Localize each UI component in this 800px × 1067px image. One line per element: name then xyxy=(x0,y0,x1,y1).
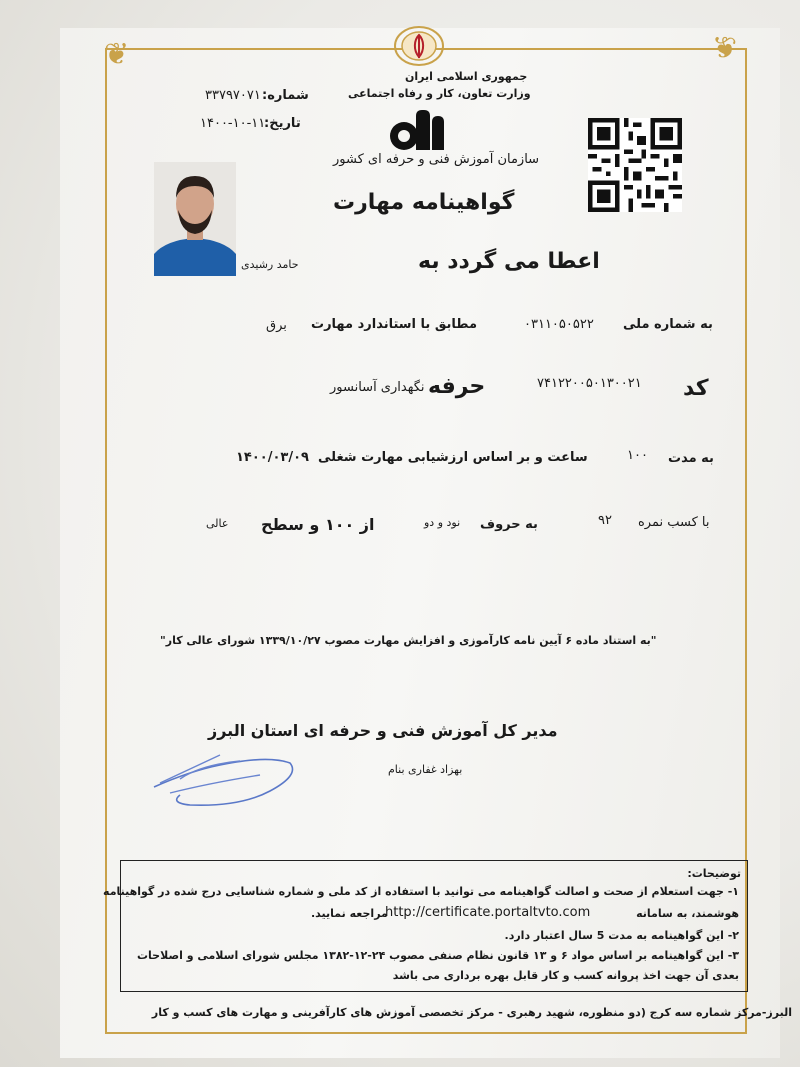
header-country: جمهوری اسلامی ایران xyxy=(405,70,528,83)
notes-line-5: بعدی آن جهت اخذ پروانه کسب و کار قابل بهره برداری می باشد xyxy=(392,969,739,982)
notes-box xyxy=(103,860,748,992)
trade-value: نگهداری آسانسور xyxy=(330,380,425,395)
number-value: ۳۳۷۹۷۰۷۱ xyxy=(205,88,261,103)
footer-text: البرز-مرکز شماره سه کرج (دو منظوره، شهید رهبری - مرکز تخصصی آموزش های کارآفرینی و مهارت های کسب و کار xyxy=(151,1006,792,1019)
director-title: مدیر کل آموزش فنی و حرفه ای استان البرز xyxy=(208,721,558,740)
duration-date: ۱۴۰۰/۰۳/۰۹ xyxy=(236,450,309,465)
score-label: با کسب نمره xyxy=(638,515,710,530)
corner-ornament-top-left: ❦ xyxy=(104,37,130,72)
corner-ornament-top-right: ❦ xyxy=(712,31,738,66)
legal-basis: "به استناد ماده ۶ آیین نامه کارآموزی و افزایش مهارت مصوب ۱۳۳۹/۱۰/۲۷ شورای عالی کار" xyxy=(160,634,657,647)
notes-line-3: ۲- این گواهینامه به مدت 5 سال اعتبار دارد. xyxy=(504,929,739,942)
number-label: شماره: xyxy=(262,88,309,103)
notes-line-2a: هوشمند، به سامانه xyxy=(636,907,739,920)
director-name: بهزاد غفاری بنام xyxy=(388,763,463,776)
duration-value: ۱۰۰ xyxy=(627,448,648,463)
qr-code-icon xyxy=(588,118,682,212)
score-words-value: نود و دو xyxy=(424,516,461,529)
header-ministry: وزارت تعاون، کار و رفاه اجتماعی xyxy=(348,87,531,100)
notes-url: http://certificate.portaltvto.com xyxy=(385,905,591,920)
notes-heading: توضیحات: xyxy=(687,867,741,880)
certificate-title: گواهینامه مهارت xyxy=(333,190,515,215)
notes-line-2b: مراجعه نمایید. xyxy=(311,907,388,920)
signature-mark xyxy=(150,735,300,815)
duration-label: به مدت xyxy=(668,451,714,466)
score-of: از ۱۰۰ و سطح xyxy=(261,515,375,534)
awarded-to: اعطا می گردد به xyxy=(418,249,600,274)
date-value: ۱۴۰۰-۱۰-۱۱ xyxy=(200,116,266,131)
notes-line-1: ۱- جهت استعلام از صحت و اصالت گواهینامه می توانید با استفاده از کد ملی و شماره شناسایی درج شده در گواهینامه xyxy=(103,885,739,898)
code-value: ۷۴۱۲۲۰۰۵۰۱۳۰۰۲۱ xyxy=(537,376,642,391)
iran-emblem-icon xyxy=(392,24,446,68)
trade-label: حرفه xyxy=(428,374,486,399)
notes-line-4: ۳- این گواهینامه بر اساس مواد ۶ و ۱۳ قانون نظام صنفی مصوب ۲۴-۱۲-۱۳۸۲ مجلس شورای اسلامی و اصلاحات xyxy=(137,949,739,962)
national-id-label: به شماره ملی xyxy=(623,317,713,332)
date-label: تاریخ: xyxy=(264,116,301,131)
score-words-label: به حروف xyxy=(480,517,538,532)
tvto-logo-icon xyxy=(388,106,448,156)
header-organization: سازمان آموزش فنی و حرفه ای کشور xyxy=(333,152,540,167)
score-value: ۹۲ xyxy=(598,513,612,528)
level-value: عالی xyxy=(206,517,229,530)
holder-name: حامد رشیدی xyxy=(241,258,299,271)
holder-photo xyxy=(154,162,236,276)
standard-value: برق xyxy=(266,318,287,333)
standard-label: مطابق با استاندارد مهارت xyxy=(311,317,478,332)
code-label: کد xyxy=(683,376,709,401)
national-id-value: ۰۳۱۱۰۵۰۵۲۲ xyxy=(524,317,594,332)
duration-text: ساعت و بر اساس ارزشیابی مهارت شغلی xyxy=(318,450,588,465)
